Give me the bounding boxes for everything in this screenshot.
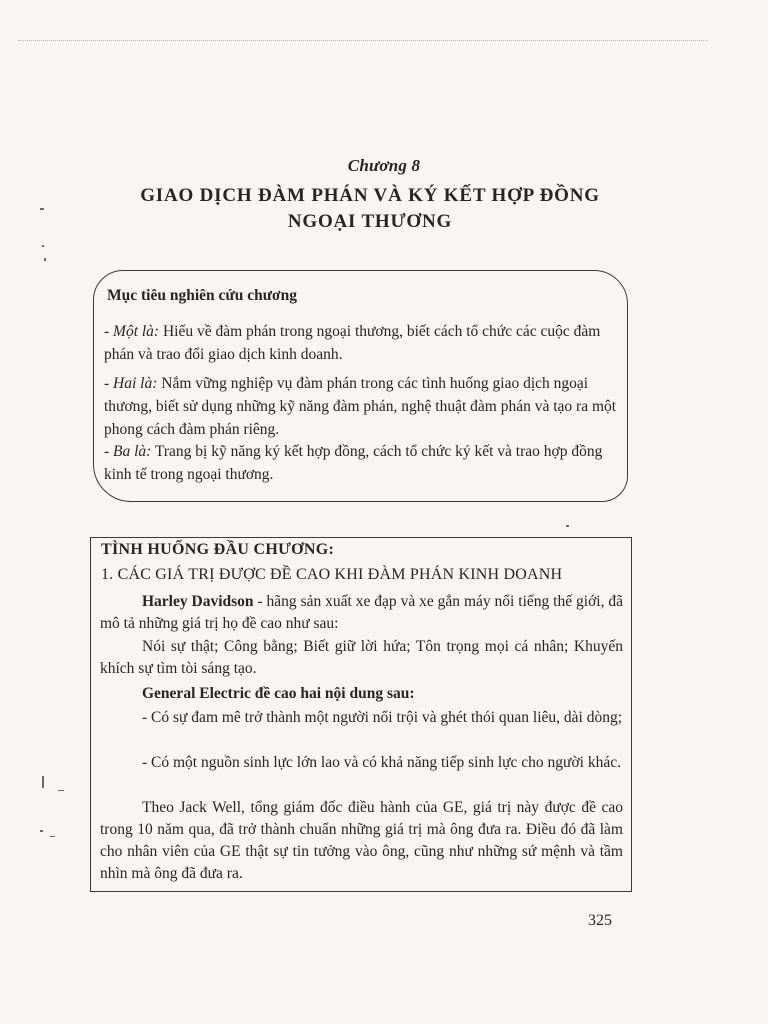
scan-mark — [44, 258, 46, 261]
scan-mark — [40, 208, 44, 210]
harley-description: - hãng sản xuất xe đạp và xe gắn máy nổi tiếng thế giới, đã mô tả những giá trị họ đề cao như sau: — [100, 593, 623, 632]
ge-heading — [100, 683, 623, 705]
chapter-title — [110, 183, 630, 235]
chapter-title-line-1: GIAO DỊCH ĐÀM PHÁN VÀ KÝ KẾT HỢP ĐỒNG — [140, 185, 600, 206]
chapter-title-line-2: NGOẠI THƯƠNG — [287, 211, 453, 232]
objective-text-2: Nắm vững nghiệp vụ đàm phán trong các tình huống giao dịch ngoại thương, biết sử dụng những kỹ năng đàm phán, nghệ thuật đàm phán và tạo ra một phong cách đàm phán riêng. — [104, 375, 617, 438]
case-study-heading: TÌNH HUỐNG ĐẦU CHƯƠNG: — [101, 541, 335, 558]
objective-lead-1: - Một là: — [104, 323, 160, 340]
ge-point-2: - Có một nguồn sinh lực lớn lao và có khả năng tiếp sinh lực cho người khác. — [142, 754, 621, 771]
objective-lead-3: - Ba là: — [104, 443, 152, 460]
ge-point-1: - Có sự đam mê trở thành một người nổi trội và ghét thói quan liêu, dài dòng; — [142, 709, 623, 726]
page-number: 325 — [588, 912, 612, 929]
scan-mark — [50, 836, 55, 837]
case-study-subheading: 1. CÁC GIÁ TRỊ ĐƯỢC ĐỀ CAO KHI ĐÀM PHÁN KINH DOANH — [101, 566, 563, 583]
page-top-rule — [18, 40, 708, 41]
scan-mark — [42, 776, 44, 788]
scan-mark — [58, 790, 64, 791]
objective-item-3 — [104, 440, 619, 486]
ge-heading-text: General Electric đề cao hai nội dung sau: — [142, 685, 415, 702]
objectives-heading: Mục tiêu nghiên cứu chương — [107, 287, 297, 304]
scan-mark — [566, 525, 569, 527]
objective-text-1: Hiểu về đàm phán trong ngoại thương, biết cách tổ chức các cuộc đàm phán và trao đổi giao dịch kinh doanh. — [104, 323, 601, 363]
objective-item-1 — [104, 320, 619, 366]
objective-item-2 — [104, 372, 619, 441]
chapter-label: Chương 8 — [347, 156, 421, 175]
jack-welch-paragraph: Theo Jack Well, tổng giám đốc điều hành của GE, giá trị này được đề cao trong 10 năm qua, đã trở thành chuẩn những giá trị mà ông đưa ra. Điều đó đã làm cho nhân viên của GE thật sự tin tưởng vào ông, cũng như những sứ mệnh và tầm nhìn mà ông đã đưa ra. — [100, 799, 623, 882]
objective-lead-2: - Hai là: — [104, 375, 158, 392]
harley-values: Nói sự thật; Công bằng; Biết giữ lời hứa; Tôn trọng mọi cá nhân; Khuyến khích sự tìm tòi sáng tạo. — [100, 638, 623, 677]
scan-mark — [42, 245, 44, 247]
objective-text-3: Trang bị kỹ năng ký kết hợp đồng, cách tổ chức ký kết và trao hợp đồng kinh tế trong ngoại thương. — [104, 443, 603, 483]
harley-name: Harley Davidson — [142, 593, 254, 610]
scan-mark — [40, 830, 43, 832]
harley-paragraph — [100, 591, 623, 635]
